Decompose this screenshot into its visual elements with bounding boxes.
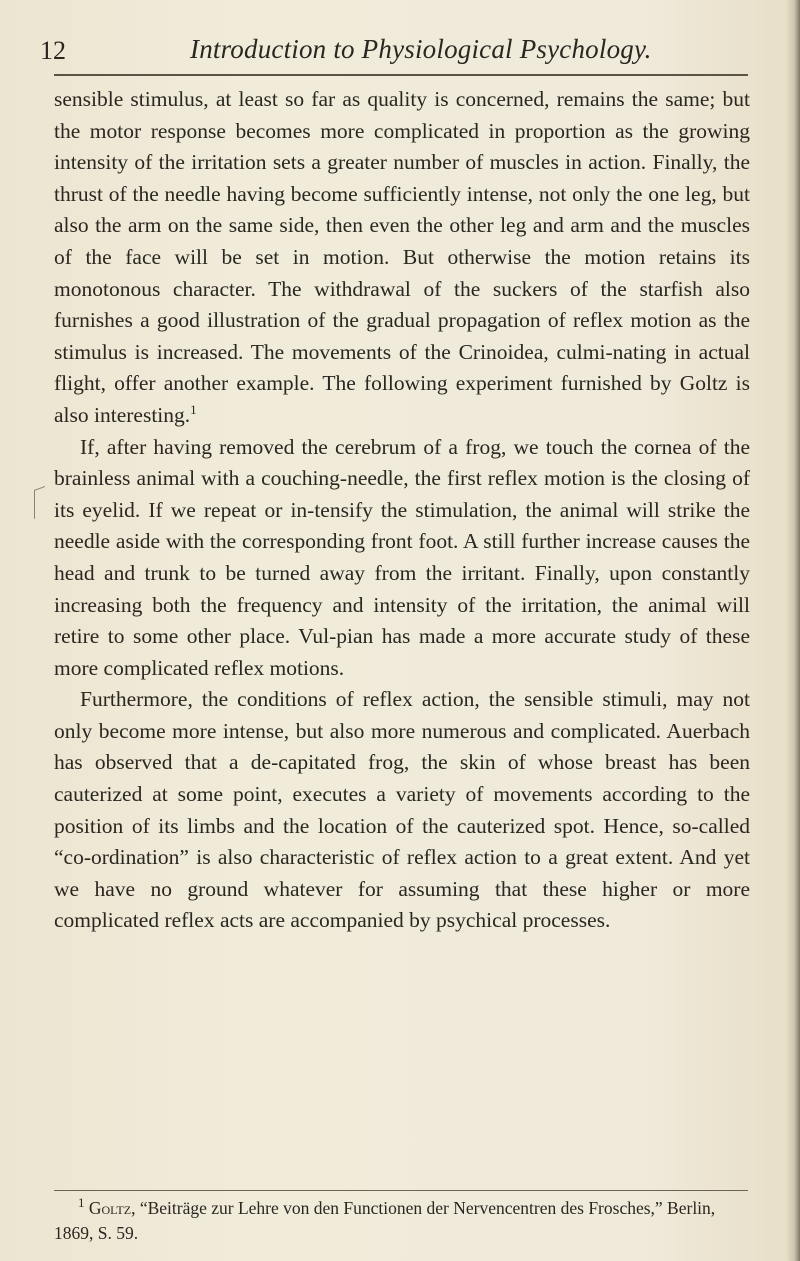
paragraph — [54, 84, 750, 432]
footnote — [54, 1196, 750, 1246]
paragraph: Furthermore, the conditions of reflex action, the sensible stimuli, may not only become more intense, but also more numerous and complicated. Auerbach has observed that a de-capitated frog, the skin of whose breast has been cauterized at some point, executes a variety of movements according to the position of its limbs and the location of the cauterized spot. Hence, so-called “co-ordination” is also characteristic of reflex action to a great extent. And yet we have no ground whatever for assuming that these higher or more complicated reflex acts are accompanied by psychical processes. — [54, 687, 750, 933]
footnote-reference: 1 — [190, 401, 197, 417]
body-text — [54, 84, 750, 937]
header-rule — [54, 74, 748, 76]
running-head: Introduction to Physiological Psychology. — [190, 34, 652, 64]
paragraph: If, after having removed the cerebrum of a frog, we touch the cornea of the brainless animal with a couching-needle, the first reflex motion is the closing of its eyelid. If we repeat or in-tensify the stimulation, the animal will strike the needle aside with the corresponding front foot. A still further increase causes the head and trunk to be turned away from the irritant. Finally, upon constantly increasing both the frequency and intensity of the irritation, the animal will retire to some other place. Vul-pian has made a more accurate study of these more complicated reflex motions. — [54, 434, 750, 680]
footnote-rule — [54, 1190, 748, 1191]
paragraph-text: sensible stimulus, at least so far as quality is concerned, remains the same; but the motor response becomes more complicated in proportion as the growing intensity of the irritation sets a greater number of muscles in action. Finally, the thrust of the needle having become sufficiently intense, not only the one leg, but also the arm on the same side, then even the other leg and arm and the muscles of the face will be set in motion. But otherwise the motion retains its monotonous character. The withdrawal of the suckers of the starfish also furnishes a good illustration of the gradual propagation of reflex motion as the stimulus is increased. The movements of the Crinoidea, culmi-nating in actual flight, offer another example. The following experiment furnished by Goltz is also interesting. — [54, 87, 750, 427]
page-number: 12 — [40, 36, 66, 65]
page-edge-shadow — [786, 0, 800, 1261]
footnote-marker: 1 — [78, 1195, 85, 1211]
page-header — [40, 30, 760, 70]
footnote-author: Goltz, — [88, 1198, 136, 1218]
pencil-mark — [34, 486, 45, 519]
footnote-text: “Beiträge zur Lehre von den Functionen der Nervencentren des Frosches,” Berlin, 1869, S. 59. — [54, 1198, 716, 1243]
